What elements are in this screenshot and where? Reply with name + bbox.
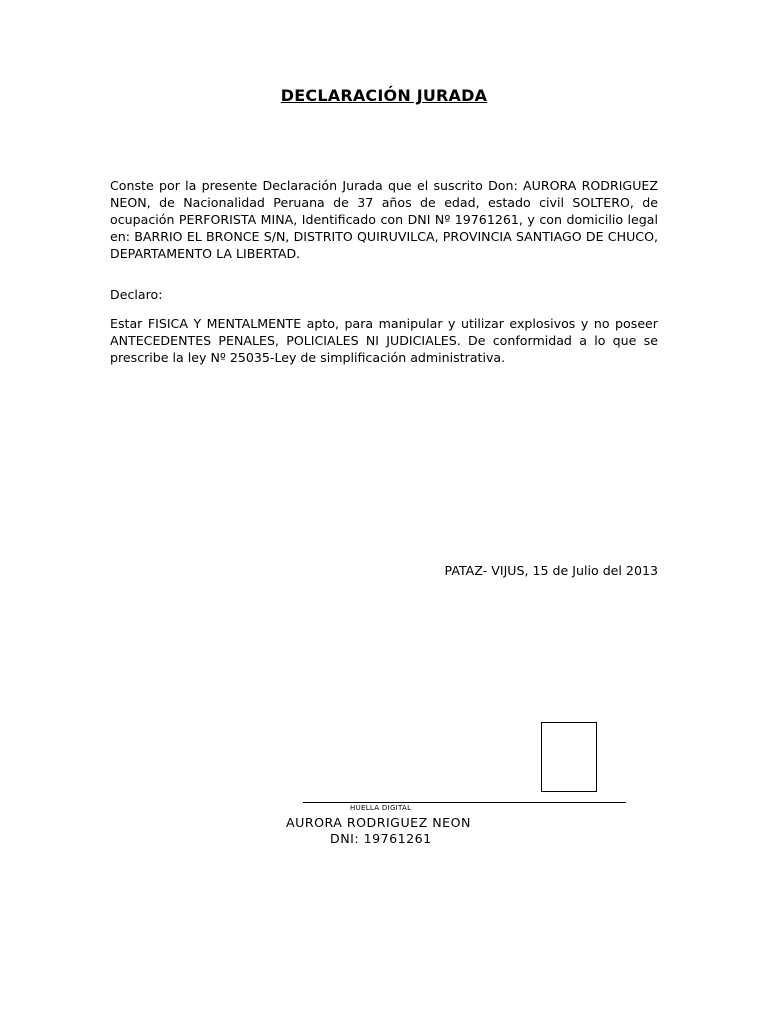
signer-name: AURORA RODRIGUEZ NEON: [286, 815, 471, 830]
statement-paragraph: Estar FISICA Y MENTALMENTE apto, para manipular y utilizar explosivos y no poseer ANTECEDENTES PENALES, POLICIALES NI JUDICIALES. De conformidad a lo que se prescribe la ley Nº 25035-Ley de simplificación administrativa.: [110, 316, 658, 365]
declaro-paragraph: Declaro:: [110, 287, 163, 302]
fingerprint-box: [541, 722, 597, 792]
fingerprint-label: HUELLA DIGITAL: [350, 804, 412, 812]
signature-line: [303, 802, 626, 803]
signer-dni: DNI: 19761261: [330, 831, 432, 846]
document-title: DECLARACIÓN JURADA: [280, 86, 488, 105]
declaration-paragraph: Conste por la presente Declaración Jurada que el suscrito Don: AURORA RODRIGUEZ NEON, de Nacionalidad Peruana de 37 años de edad, estado civil SOLTERO, de ocupación PERFORISTA MINA, Identificado con DNI Nº 19761261, y con domicilio legal en: BARRIO EL BRONCE S/N, DISTRITO QUIRUVILCA, PROVINCIA SANTIAGO DE CHUCO, DEPARTAMENTO LA LIBERTAD.: [110, 178, 658, 261]
place-date: PATAZ- VIJUS, 15 de Julio del 2013: [444, 563, 658, 578]
